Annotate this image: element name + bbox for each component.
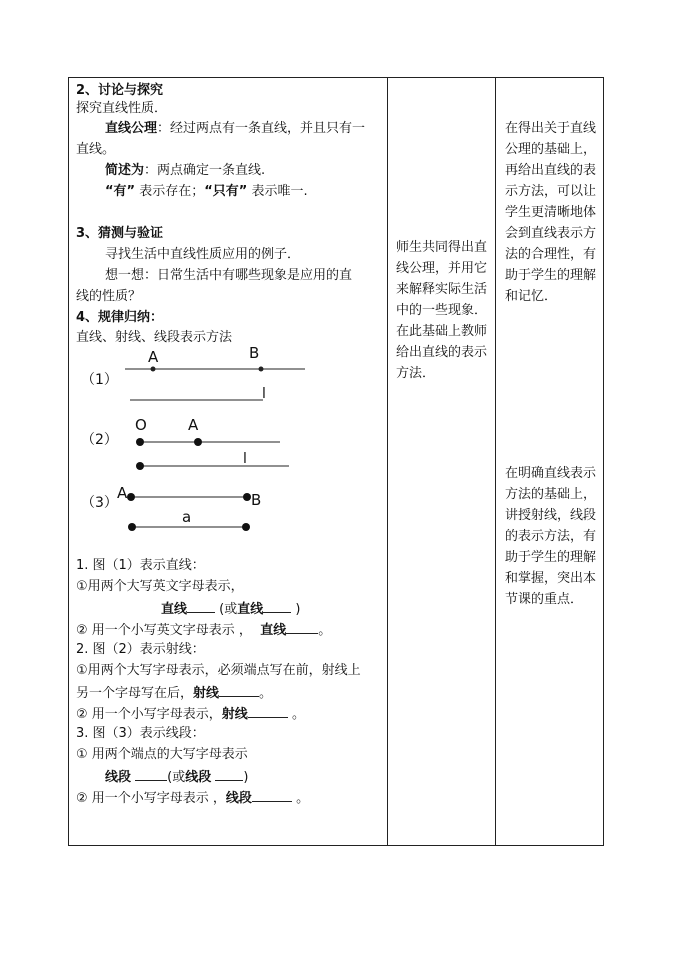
axiom-label: 直线公理 xyxy=(105,121,158,136)
text: ② 用一个小写字母表示， xyxy=(76,707,222,722)
brief-text: ：两点确定一条直线. xyxy=(144,163,266,178)
ray-endpoint xyxy=(136,462,144,470)
segment-endpoint xyxy=(128,523,136,531)
column-divider xyxy=(495,78,496,845)
text-line: 寻找生活中直线性质应用的例子． xyxy=(105,247,301,262)
lesson-table xyxy=(68,77,604,846)
note-line xyxy=(105,767,248,786)
text: 。 xyxy=(259,686,273,701)
column-divider xyxy=(387,78,388,845)
text-line: 探究直线性质． xyxy=(76,101,168,116)
text: ) xyxy=(243,770,249,785)
figure-label: （1） xyxy=(81,372,118,388)
endpoint-a xyxy=(127,493,135,501)
term: 直线 xyxy=(260,623,287,638)
term: 直线 xyxy=(237,602,264,617)
endpoint-b xyxy=(243,493,251,501)
intent-text: 在得出关于直线公理的基础上，再给出直线的表示方法，可以让学生更清晰地体会到直线表示方法的合理性，有助于学生的理解和记忆． xyxy=(505,121,597,304)
section-heading: 4、规律归纳： xyxy=(76,310,164,325)
text: ② 用一个小写字母表示 ， xyxy=(76,791,226,806)
note-line: 1. 图（1）表示直线： xyxy=(76,558,205,573)
point-label: A xyxy=(188,416,199,434)
text: 。 xyxy=(296,791,310,806)
text: ② 用一个小写英文字母表示 ， xyxy=(76,623,252,638)
text: ) xyxy=(295,602,301,617)
term: 直线 xyxy=(161,602,188,617)
you-label: “有” xyxy=(105,184,136,199)
brief-label: 简述为 xyxy=(105,163,145,178)
term: 线段 xyxy=(185,770,212,785)
term: 射线 xyxy=(221,707,248,722)
text: 。 xyxy=(291,707,305,722)
segment-label: a xyxy=(182,508,192,526)
intent-text: 在明确直线表示方法的基础上，讲授射线，线段的表示方法，有助于学生的理解和掌握，突出本节课的重点． xyxy=(505,466,597,607)
term: 射线 xyxy=(193,686,220,701)
figure-label: （2） xyxy=(81,432,118,448)
note-line xyxy=(76,704,305,723)
text: 另一个字母写在后， xyxy=(76,686,194,701)
point-label: A xyxy=(148,348,159,366)
point-a xyxy=(151,367,156,372)
figure-label: （3） xyxy=(81,495,118,511)
text: (或 xyxy=(167,770,186,785)
note-line xyxy=(76,683,272,702)
zhiyou-text: 表示唯一. xyxy=(251,184,308,199)
section-heading: 2、讨论与探究 xyxy=(76,83,164,98)
text-line: 想一想：日常生活中有哪些现象是应用的直 xyxy=(105,268,353,283)
note-line: ①用两个大写字母表示，必须端点写在前，射线上 xyxy=(76,663,361,678)
point-label: B xyxy=(251,491,262,509)
point-b xyxy=(259,367,264,372)
term: 线段 xyxy=(105,770,132,785)
axiom-text: ：经过两点有一条直线，并且只有一 xyxy=(157,121,366,136)
text-line: 线的性质？ xyxy=(76,289,142,304)
note-line: 3. 图（3）表示线段： xyxy=(76,726,205,741)
section-heading: 3、猜测与验证 xyxy=(76,226,164,241)
point-o xyxy=(136,438,144,446)
note-line xyxy=(161,599,300,618)
note-line: ①用两个大写英文字母表示， xyxy=(76,579,244,594)
term: 线段 xyxy=(225,791,252,806)
point-label: A xyxy=(117,484,128,502)
text: (或 xyxy=(219,602,238,617)
note-line xyxy=(76,620,331,639)
note-line: ① 用两个端点的大写字母表示 xyxy=(76,747,248,762)
activity-column-text: 师生共同得出直线公理，并用它来解释实际生活中的一些现象．在此基础上教师给出直线的表示方法． xyxy=(396,240,488,381)
segment-endpoint xyxy=(242,523,250,531)
text-line: 直线。 xyxy=(76,142,116,157)
you-text: 表示存在； xyxy=(139,184,205,199)
line-label: l xyxy=(262,386,266,402)
point-label: B xyxy=(249,344,260,362)
point-a xyxy=(194,438,202,446)
point-label: O xyxy=(135,416,147,434)
zhiyou-label: “只有” xyxy=(204,184,248,199)
line-label: l xyxy=(243,451,247,467)
note-line xyxy=(76,788,309,807)
text: 。 xyxy=(318,623,332,638)
note-line: 2. 图（2）表示射线： xyxy=(76,642,205,657)
text-line: 直线、射线、线段表示方法 xyxy=(76,330,233,345)
